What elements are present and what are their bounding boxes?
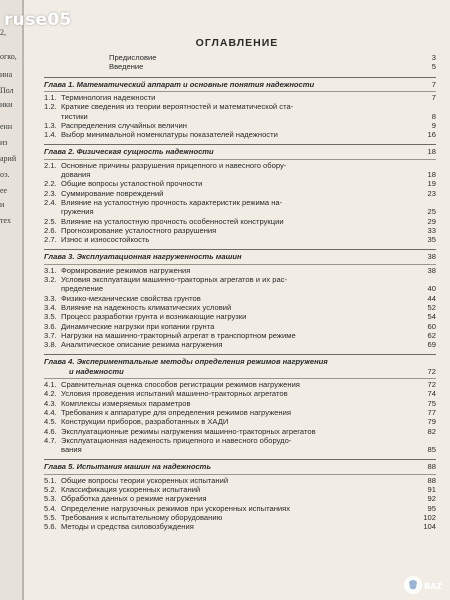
entry-title: Общие вопросы усталостной прочности [61, 179, 203, 189]
divider-rule [44, 474, 436, 475]
toc-entry [44, 477, 436, 485]
section-number: 4.7. [44, 435, 57, 445]
side-fragment-text: и [0, 200, 5, 209]
section-number: 1.4. [44, 130, 57, 140]
section-number: 3.8. [44, 340, 57, 350]
book-page [24, 0, 450, 600]
section-number: 3.7. [44, 330, 57, 340]
entry-title: Износ и износостойкость [61, 235, 150, 245]
toc-entry [44, 113, 436, 121]
side-fragment-text: арий [0, 154, 17, 163]
toc-entry [44, 418, 436, 426]
section-number: 5.6. [44, 522, 57, 532]
entry-title: Влияние на усталостную прочность характеристик режима на- [61, 197, 283, 207]
chapter-heading [44, 358, 436, 366]
section-number: 4.4. [44, 407, 57, 417]
entry-title: Общие вопросы теории ускоренных испытаний [61, 475, 229, 485]
svg-text:BAZ: BAZ [424, 582, 443, 591]
side-fragment-text: ина [0, 70, 13, 79]
section-number: 5.4. [44, 503, 57, 513]
page-number: 25 [427, 207, 436, 217]
front-matter-item [44, 54, 436, 62]
watermark-text: ruse05 [4, 10, 72, 30]
section-number: 4.6. [44, 426, 57, 436]
section-number: 4.3. [44, 398, 57, 408]
toc-entry [44, 428, 436, 436]
toc-entry [44, 446, 436, 454]
toc-entry [44, 323, 436, 331]
section-number: 4.5. [44, 417, 57, 427]
section-number: 2.2. [44, 179, 57, 189]
page-number: 88 [427, 462, 436, 472]
entry-title: Формирование режимов нагружения [61, 265, 191, 275]
section-number: 5.3. [44, 494, 57, 504]
entry-title: Аналитическое описание режима нагружения [61, 340, 223, 350]
section-number: 1.1. [44, 92, 57, 102]
toc-entry [44, 495, 436, 503]
chapter-title: Глава 4. Экспериментальные методы определения режимов нагружения [44, 357, 328, 367]
page-number: 29 [427, 216, 436, 226]
page-number: 9 [431, 120, 436, 130]
page-number: 75 [427, 398, 436, 408]
chapter-heading [44, 148, 436, 156]
entry-title: Краткие сведения из теории вероятностей и математической ста- [61, 102, 294, 112]
page-number: 60 [427, 321, 436, 331]
page-number: 38 [427, 265, 436, 275]
entry-title: Прогнозирование усталостного разрушения [61, 225, 217, 235]
page-number: 5 [431, 62, 436, 72]
toc-entry [44, 486, 436, 494]
divider-rule [44, 77, 436, 78]
toc-entry [44, 400, 436, 408]
divider-rule [44, 378, 436, 379]
page-number: 8 [431, 111, 436, 121]
toc-entry [44, 131, 436, 139]
entry-title: Предисловие [109, 53, 157, 62]
entry-title: тистики [61, 111, 88, 121]
toc-entry [44, 295, 436, 303]
entry-title: пределение [61, 284, 104, 294]
divider-rule [44, 354, 436, 355]
toc-entry [44, 218, 436, 226]
side-fragment-text: тех [0, 216, 11, 225]
chapter-title: Глава 5. Испытания машин на надежность [44, 462, 211, 472]
page-number: 77 [427, 407, 436, 417]
section-number: 1.2. [44, 102, 57, 112]
entry-title: Динамические нагрузки при копании грунта [61, 321, 215, 331]
toc-entry [44, 304, 436, 312]
toc-entry [44, 381, 436, 389]
section-number: 4.1. [44, 380, 57, 389]
toc-entry [44, 285, 436, 293]
page-number: 33 [427, 225, 436, 235]
section-number: 5.5. [44, 512, 57, 522]
toc-entry [44, 390, 436, 398]
page-number: 69 [427, 340, 436, 350]
bazar-logo-icon [402, 574, 444, 596]
entry-title: Суммирование повреждений [61, 188, 164, 198]
toc-entry [44, 437, 436, 445]
page-number: 104 [423, 522, 436, 532]
section-number: 2.5. [44, 216, 57, 226]
entry-title: Требования к аппаратуре для определения режимов нагружения [61, 407, 291, 417]
page-title: ОГЛАВЛЕНИЕ [195, 37, 279, 49]
page-number: 88 [427, 475, 436, 485]
entry-title: Терминология надежности [61, 92, 156, 102]
toc-entry [44, 103, 436, 111]
front-matter-item [44, 63, 436, 71]
entry-title: Эксплуатационная надежность прицепного и навесного оборудо- [61, 435, 292, 445]
entry-title: вания [61, 445, 82, 455]
section-number: 2.3. [44, 188, 57, 198]
side-fragment-text: Пол [0, 86, 14, 95]
section-number: 2.6. [44, 225, 57, 235]
page-number: 72 [427, 380, 436, 389]
side-fragment-text: огко, [0, 52, 17, 61]
side-fragment-text: оэ. [0, 170, 10, 179]
toc-entry [44, 523, 436, 531]
page-number: 91 [427, 485, 436, 494]
entry-title: Сравнительная оценка способов регистрации режимов нагружения [61, 380, 300, 389]
toc-entry [44, 313, 436, 321]
toc-entry [44, 267, 436, 275]
section-number: 3.1. [44, 265, 57, 275]
section-number: 1.3. [44, 120, 57, 130]
divider-rule [44, 144, 436, 145]
side-fragment-text: енн [0, 122, 13, 131]
page-number: 74 [427, 389, 436, 399]
entry-title: Требования к испытательному оборудованию [61, 512, 223, 522]
entry-title: Распределения случайных величин [61, 120, 187, 130]
page-number: 40 [427, 284, 436, 294]
toc-entry [44, 199, 436, 207]
side-fragment-text: из [0, 138, 8, 147]
page-number: 7 [431, 79, 436, 89]
side-fragment-text: ики [0, 100, 13, 109]
entry-title: Условия эксплуатации машинно-тракторных агрегатов и их рас- [61, 275, 288, 284]
page-number: 62 [427, 330, 436, 340]
section-number: 3.6. [44, 321, 57, 331]
entry-title: гружения [61, 207, 94, 217]
toc-entry [44, 236, 436, 244]
entry-title: дования [61, 170, 91, 179]
chapter-title: Глава 3. Эксплуатационная нагруженность машин [44, 252, 242, 262]
section-number: 3.2. [44, 275, 57, 284]
entry-title: Процесс разработки грунта и возникающие нагрузки [61, 312, 247, 322]
page-number: 19 [427, 179, 436, 189]
entry-title: Комплексы измеряемых параметров [61, 398, 191, 408]
chapter-title: Глава 1. Математический аппарат и основные понятия надежности [44, 79, 315, 89]
chapter-title: Глава 2. Физическая сущность надежности [44, 147, 214, 157]
toc-entry [44, 332, 436, 340]
toc-entry [44, 122, 436, 130]
toc-entry [44, 180, 436, 188]
page-number: 3 [431, 53, 436, 62]
toc-entry [44, 162, 436, 170]
toc-entry [44, 276, 436, 284]
entry-title: Методы и средства силовозбуждения [61, 522, 194, 532]
section-number: 5.2. [44, 485, 57, 494]
page-number: 38 [427, 252, 436, 262]
chapter-heading [44, 463, 436, 471]
toc-entry [44, 227, 436, 235]
page-number: 16 [427, 130, 436, 140]
toc-entry [44, 409, 436, 417]
entry-title: Конструкции приборов, разработанных в ХАДИ [61, 417, 229, 427]
section-number: 5.1. [44, 475, 57, 485]
page-number: 7 [431, 92, 436, 102]
divider-rule [44, 264, 436, 265]
section-number: 3.3. [44, 293, 57, 303]
page-number: 52 [427, 302, 436, 312]
chapter-heading [44, 81, 436, 89]
page-number: 82 [427, 426, 436, 436]
toc-entry [44, 94, 436, 102]
adjacent-page-edge [0, 0, 22, 600]
entry-title: Определение нагрузочных режимов при ускоренных испытаниях [61, 503, 291, 513]
toc-entry [44, 341, 436, 349]
toc-entry [44, 505, 436, 513]
page-number: 23 [427, 188, 436, 198]
toc-entry [44, 208, 436, 216]
toc-entry [44, 190, 436, 198]
page-number: 18 [427, 147, 436, 157]
entry-title: Условия проведения испытаний машинно-тракторных агрегатов [61, 389, 288, 399]
page-number: 54 [427, 312, 436, 322]
entry-title: Классификация ускоренных испытаний [61, 485, 201, 494]
entry-title: Эксплуатационные режимы нагружения машинно-тракторных агрегатов [61, 426, 316, 436]
entry-title: Обработка данных о режиме нагружения [61, 494, 207, 504]
page-number: 95 [427, 503, 436, 513]
section-number: 2.4. [44, 197, 57, 207]
section-number: 3.4. [44, 302, 57, 312]
page-number: 44 [427, 293, 436, 303]
divider-rule [44, 159, 436, 160]
entry-title: Основные причины разрушения прицепного и навесного обору- [61, 160, 287, 170]
page-number: 18 [427, 170, 436, 179]
entry-title: Физико-механические свойства грунтов [61, 293, 201, 303]
side-fragment-text: ее [0, 186, 8, 195]
divider-rule [44, 459, 436, 460]
chapter-heading [44, 253, 436, 261]
toc-entry [44, 171, 436, 179]
chapter-title: и надежности [69, 366, 124, 376]
entry-title: Выбор минимальной номенклатуры показателей надежности [61, 130, 278, 140]
toc-entry [44, 514, 436, 522]
page-number: 92 [427, 494, 436, 504]
section-number: 4.2. [44, 389, 57, 399]
section-number: 2.7. [44, 235, 57, 245]
page-number: 72 [427, 366, 436, 376]
divider-rule [44, 91, 436, 92]
section-number: 2.1. [44, 160, 57, 170]
divider-rule [44, 249, 436, 250]
page-number: 102 [423, 512, 436, 522]
section-number: 3.5. [44, 312, 57, 322]
page-number: 85 [427, 445, 436, 455]
page-number: 79 [427, 417, 436, 427]
entry-title: Нагрузки на машинно-тракторный агрегат в транспортном режиме [61, 330, 296, 340]
entry-title: Влияние на усталостную прочность особенностей конструкции [61, 216, 284, 226]
side-fragment-text: 2, [0, 28, 6, 37]
page-number: 35 [427, 235, 436, 245]
chapter-heading-continued [44, 368, 436, 376]
entry-title: Введение [109, 62, 144, 72]
entry-title: Влияние на надежность климатических условий [61, 302, 232, 312]
